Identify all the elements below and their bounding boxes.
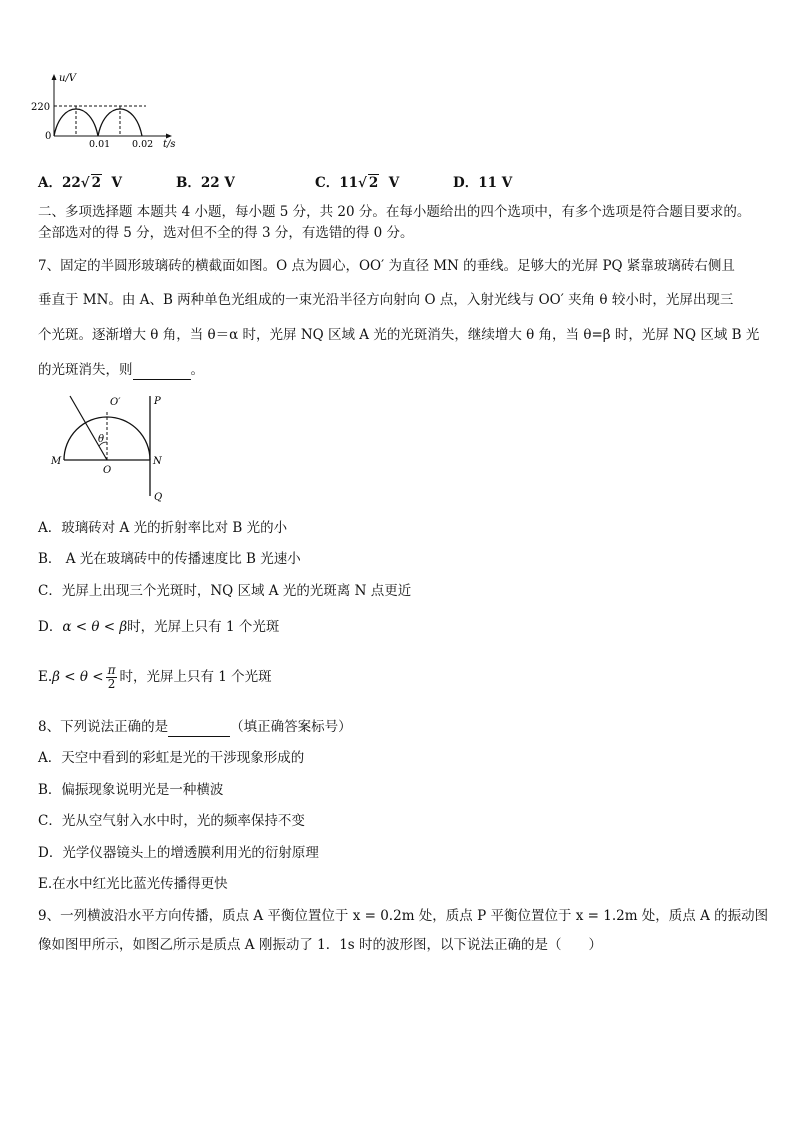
q7-option-e: E.β < θ < $\frac{\pi}{2}$ 时，光屏上只有 1 个光斑: [38, 663, 272, 691]
q8-answer-blank[interactable]: [168, 722, 230, 737]
q7-option-a: A．玻璃砖对 A 光的折射率比对 B 光的小: [38, 520, 288, 536]
label-q: Q: [154, 492, 163, 503]
label-n: N: [153, 456, 162, 467]
q6-option-c: C．11√ 2 V: [315, 175, 400, 191]
option-d-inequality: α < θ < β: [62, 619, 128, 635]
q7-option-d: D．α < θ < β时，光屏上只有 1 个光斑: [38, 619, 280, 635]
section2-line1: 二、多项选择题 本题共 4 小题，每小题 5 分，共 20 分。在每小题给出的四个选项中，有多个选项是符合题目要求的。: [38, 204, 751, 220]
q8-option-e: E.在水中红光比蓝光传播得更快: [38, 876, 228, 892]
q8-option-d: D．光学仪器镜头上的增透膜利用光的衍射原理: [38, 845, 319, 861]
q9-stem-line1: 9、一列横波沿水平方向传播，质点 A 平衡位置位于 x = 0.2m 处，质点 P 平衡位置位于 x = 1.2m 处，质点 A 的振动图: [38, 908, 769, 924]
graph-y-label: u/V: [59, 73, 77, 84]
graph-x-tick-0.01: 0.01: [89, 139, 111, 150]
q8-option-c: C．光从空气射入水中时，光的频率保持不变: [38, 813, 305, 829]
q6-option-a: A．22√ 2 V: [38, 175, 122, 191]
q7-stem-line2: 垂直于 MN。由 A、B 两种单色光组成的一束光沿半径方向射向 O 点，入射光线与 OO′ 夹角 θ 较小时，光屏出现三: [38, 292, 734, 308]
graph-y-tick-220: 220: [31, 102, 51, 113]
q8-stem: 8、下列说法正确的是 （填正确答案标号）: [38, 719, 352, 735]
label-o: O: [103, 465, 112, 476]
pi-over-2-fraction: $\frac{\pi}{2}$: [107, 663, 116, 691]
label-m: M: [51, 456, 62, 467]
q8-option-a: A．天空中看到的彩虹是光的干涉现象形成的: [38, 750, 305, 766]
sqrt-symbol: √: [358, 175, 367, 191]
label-o-prime: O′: [110, 397, 121, 408]
q9-stem-line2: 像如图甲所示，如图乙所示是质点 A 刚振动了 1．1s 时的波形图，以下说法正确的是（ ）: [38, 937, 603, 953]
graph-origin: 0: [45, 131, 52, 142]
q7-answer-blank[interactable]: [133, 365, 191, 380]
graph-y-arrow: [52, 74, 57, 80]
sqrt-symbol: √: [80, 175, 90, 191]
voltage-time-graph: [28, 70, 188, 152]
q7-option-b: B． A 光在玻璃砖中的传播速度比 B 光速小: [38, 551, 301, 567]
semicircle-glass-diagram: [44, 388, 174, 508]
graph-x-tick-0.02: 0.02: [132, 139, 154, 150]
label-theta: θ: [98, 434, 105, 445]
q6-option-b: B．22 V: [176, 175, 235, 191]
q7-stem-line1: 7、固定的半圆形玻璃砖的横截面如图。O 点为圆心，OO′ 为直径 MN 的垂线。足够大的光屏 PQ 紧靠玻璃砖右侧且: [38, 258, 735, 274]
q7-stem-line4: 的光斑消失，则 。: [38, 362, 204, 378]
graph-x-arrow: [166, 134, 172, 139]
label-p: P: [154, 396, 161, 407]
section2-line2: 全部选对的得 5 分，选对但不全的得 3 分，有选错的得 0 分。: [38, 225, 414, 241]
graph-waveform: [54, 109, 142, 136]
q7-stem-line3: 个光斑。逐渐增大 θ 角，当 θ＝α 时，光屏 NQ 区域 A 光的光斑消失，继续增大 θ 角，当 θ=β 时，光屏 NQ 区域 B 光: [38, 327, 760, 343]
q8-option-b: B．偏振现象说明光是一种横波: [38, 782, 224, 798]
q7-option-c: C．光屏上出现三个光斑时，NQ 区域 A 光的光斑离 N 点更近: [38, 583, 412, 599]
q6-option-d: D．11 V: [453, 175, 513, 191]
incident-ray: [70, 396, 107, 460]
graph-x-label: t/s: [163, 139, 176, 150]
option-e-inequality: β < θ <: [52, 669, 104, 685]
